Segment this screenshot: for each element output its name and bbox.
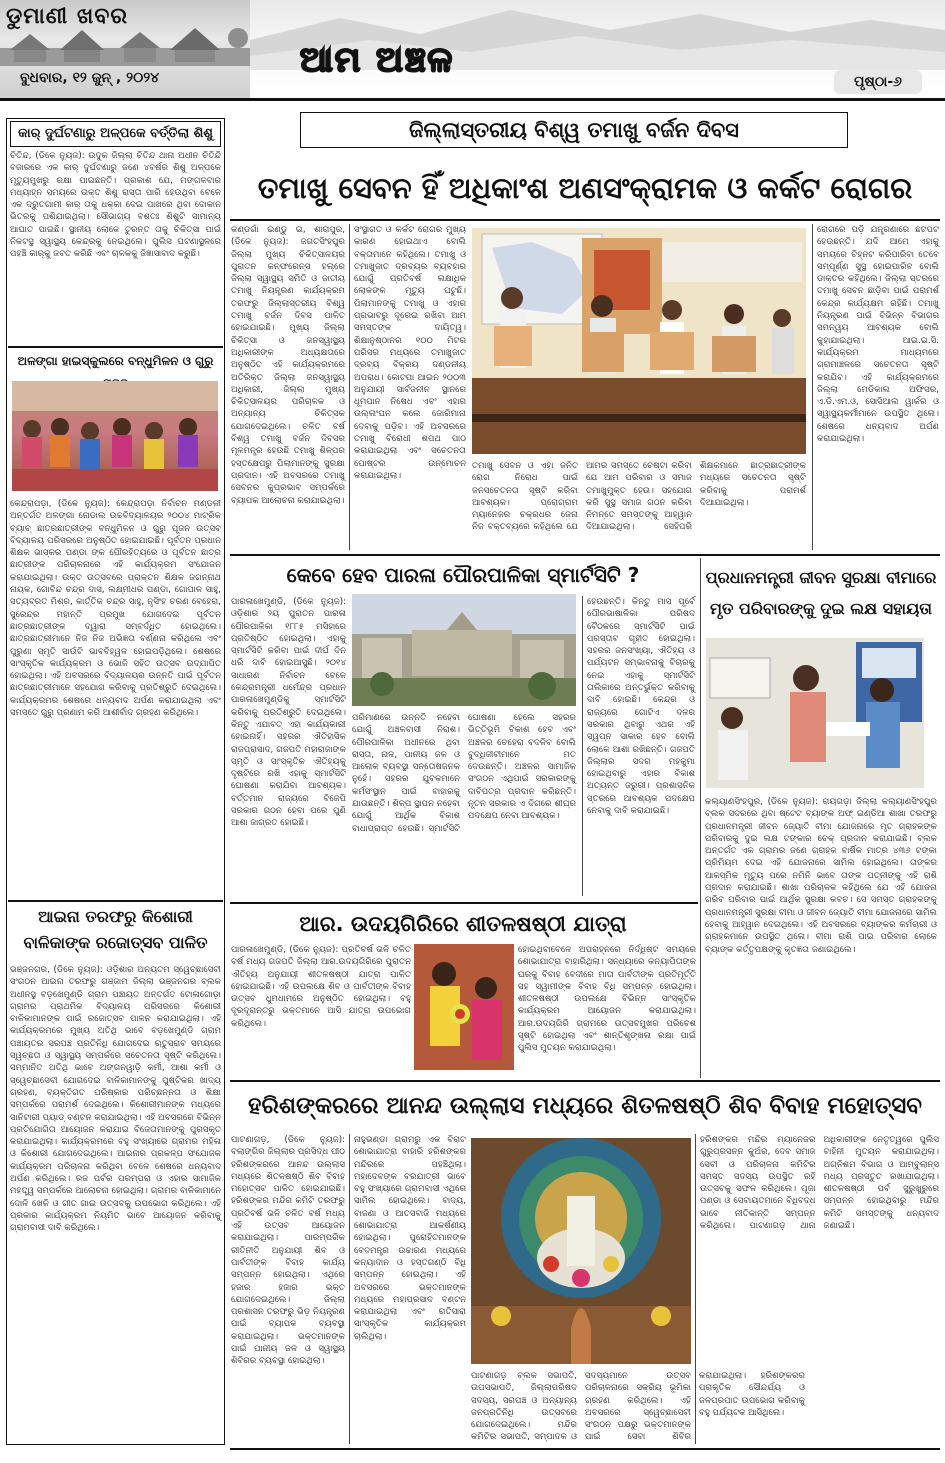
udayagiri-column-2: ହୋଇଥିବାବେଳେ ଅପରାହ୍ନରେ ନିର୍ଦ୍ଧିଷ୍ଟ ସମୟରେ ଶୋଭାଯାତ୍ରା ବାହାରିଥିଲା। ସନ୍ଧ୍ୟାରେ କନ୍ୟାପିତାଙ୍କ ଘରକୁ ବିବାହ ବେଦୀରେ ମାତା ପାର୍ବତୀଙ୍କ ପ୍ରତିମୂର୍ତ୍ତି ସହ ସ୍ୱାମୀଙ୍କ ବିବାହ ବିଧି ସମ୍ପନ୍ନ ହୋଇଥିଲା। ଶୀତଳଷଷ୍ଠୀ ଉପଲକ୍ଷେ ବିଭିନ୍ନ ସାଂସ୍କୃତିକ କାର୍ଯ୍ୟକ୍ରମ ଆୟୋଜନ କରାଯାଇଥିଲା। ଆର.ଉଦୟଗିରି ଗ୍ରାମରେ ଉତ୍ସବମୁଖର ପରିବେଶ ସୃଷ୍ଟି ହୋଇଥିଲା ଏବଂ ଶାନ୍ତିଶୃଙ୍ଖଳା ରକ୍ଷା ପାଇଁ ପୁଲିସ ମୁତୟନ କରାଯାଇଥିଲା। [518,945,696,1054]
page-number: ପୃଷ୍ଠା-୬ [834,70,922,94]
palace-photo [352,594,576,706]
photo-illustration [706,638,924,788]
event-banner [300,112,848,148]
smartcity-column-3: ହେଉଛନ୍ତି। କିନ୍ତୁ ମାସ ପୂର୍ବେ ପୌରଭାଷାଳିକା ପରିଷଦ ବୈଠକରେ ସ୍ମାର୍ଟସିଟି ପାଇଁ ପ୍ରସ୍ତାବ ଗୃହୀତ ହୋଇଥିଲା। ସହରର ଜନସଂଖ୍ୟା, ଐତିହ୍ୟ ଓ ପର୍ଯ୍ୟଟନ ସମ୍ଭାବନାକୁ ବିଚାରକୁ ନେଇ ଏହାକୁ ସ୍ମାର୍ଟସିଟି ତାଲିକାରେ ଅନ୍ତର୍ଭୁକ୍ତ କରିବାକୁ ଦାବି ହୋଇଛି। କେନ୍ଦ୍ର ଓ ରାଜ୍ୟରେ ଗୋଟିଏ ଦଳର ସରକାର ଥିବାରୁ ଏଥର ଏହି ସ୍ୱପ୍ନ ସାକାର ହେବ ବୋଲି ଲୋକେ ଆଶା ରଖିଛନ୍ତି। ଗଜପତି ଜିଲ୍ଲାର ସଦର ମହକୁମା ହୋଇଥିବାରୁ ଏହାର ବିକାଶ ଅତ୍ୟନ୍ତ ଜରୁରୀ। ପ୍ରଶାସନିକ ସ୍ତରରେ ଆବଶ୍ୟକ ପଦକ୍ଷେପ ନେବାକୁ ଦାବି କରାଯାଇଛି। [587,597,695,817]
lead-headline: ତମାଖୁ ସେବନ ହିଁ ଅଧିକାଂଶ ଅଣସଂକ୍ରାମକ ଓ କର୍କଟ ରୋଗର [257,171,913,205]
column-rule [695,1134,696,1444]
smartcity-under-photo: ପରିମାଣରେ ଉନ୍ନତି ନହେବା ଯୋଗୁଁ ଅଞ୍ଚଳବାସୀ ନିରାଶ। ପୌରପାଳିକା ଅଧୀନରେ ଥିବା ରାସ୍ତା, ନାଳ, ପାନୀୟ ଜଳ ଓ ଆଲୋକ ବ୍ୟବସ୍ଥା ସନ୍ତୋଷଜନକ ନୁହେଁ। ସହରର ଯୁବକମାନେ କର୍ମସଂସ୍ଥାନ ପାଇଁ ବାହାରକୁ ଯାଉଛନ୍ତି। ଶିଳ୍ପ ସ୍ଥାପନ ନହେବା ଯୋଗୁଁ ଆର୍ଥିକ ବିକାଶ ବାଧାପ୍ରାପ୍ତ ହେଉଛି। ସ୍ମାର୍ଟସିଟି ଘୋଷଣା ହେଲେ ସହରର ଭିତ୍ତିଭୂମି ବିକାଶ ହେବ ଏବଂ ଅଞ୍ଚଳର ଚେହେରା ବଦଳିବ ବୋଲି ବୁଦ୍ଧିଜୀବୀମାନେ ମତ ଦେଉଛନ୍ତି। ଅଞ୍ଚଳର ସାମାଜିକ ସଂଗଠନ ଏଥିପାଇଁ ସରକାରଙ୍କୁ ଦାବିପତ୍ର ପ୍ରଦାନ କରିଛନ୍ତି। ନୂତନ ସରକାର ଏ ଦିଗରେ ଶୀଘ୍ର ପଦକ୍ଷେପ ନେବା ଆବଶ୍ୟକ। [352,713,576,834]
smartcity-headline: କେବେ ହେବ ପାରଳା ପୌରପାଳିକା ସ୍ମାର୍ଟସିଟି ? [286,563,640,587]
lead-column-2: ସଂସ୍ଥାଗତ ଓ କର୍କଟ ରୋଗର ମୁଖ୍ୟ କାରଣ ହୋଇଥାଏ ବୋଲି ବକ୍ତାମାନେ କହିଥିଲେ। ତମାଖୁ ଓ ତମାଖୁଜାତ ଦ୍ରବ୍ୟର ବ୍ୟବହାର ଯୋଗୁଁ ପ୍ରତିବର୍ଷ ଲକ୍ଷାଧିକ ଲୋକଙ୍କ ମୃତ୍ୟୁ ଘଟୁଛି। ପିଲାମାନଙ୍କୁ ତମାଖୁ ଓ ଏହାର ପ୍ରଭାବରୁ ଦୂରେଇ ରଖିବା ଆମ ସମସ୍ତଙ୍କ ଦାୟିତ୍ୱ। ଶିକ୍ଷାନୁଷ୍ଠାନର ୧୦୦ ମିଟର ପରିସର ମଧ୍ୟରେ ତମାଖୁଜାତ ଦ୍ରବ୍ୟ ବିକ୍ରୟ ଦଣ୍ଡନୀୟ ଅପରାଧ। କୋଟପା ଆଇନ ୨୦୦୩ ଅନୁଯାୟୀ ସାର୍ବଜନୀନ ସ୍ଥାନରେ ଧୂମପାନ ନିଷେଧ ଏବଂ ଏହାର ଉଲ୍ଲଂଘନ କଲେ ଜୋରିମାନା ଦେବାକୁ ପଡ଼ିବ। ଏହି ଅବସରରେ ତମାଖୁ ବିରୋଧୀ ଶପଥ ପାଠ କରାଯାଇଥିଲା ଏବଂ ସଚେତନତା ପୋଷ୍ଟର ଉନ୍ମୋଚନ କରାଯାଇଥିଲା। [354,225,466,481]
lead-column-1: କଣ୍ଡଗାଁ ଇଣ୍ଡୁ ଇ, ଶାରାପୁର, (ଡିକେ ନ୍ୟୁଜ): ଜଗତସିଂହପୁର ଜିଲ୍ଲା ମୁଖ୍ୟ ଚିକିତ୍ସାଳୟର ପୁରାତନ କନ୍‌ଫରେନ୍ସ ହଲ୍‌ରେ ଜିଲ୍ଲା ସ୍ୱାସ୍ଥ୍ୟ ସମିତି ଓ ଜାତୀୟ ତମାଖୁ ନିୟନ୍ତ୍ରଣ କାର୍ଯ୍ୟକ୍ରମ ତରଫରୁ ଜିଲ୍ଲାସ୍ତରୀୟ ବିଶ୍ୱ ତମାଖୁ ବର୍ଜନ ଦିବସ ପାଳିତ ହୋଇଯାଇଛି। ମୁଖ୍ୟ ଜିଲ୍ଲା ଚିକିତ୍ସା ଓ ଜନସ୍ୱାସ୍ଥ୍ୟ ଅଧିକାରୀଙ୍କ ଅଧ୍ୟକ୍ଷତାରେ ଅନୁଷ୍ଠିତ ଏହି କାର୍ଯ୍ୟକ୍ରମରେ ଅତିରିକ୍ତ ଜିଲ୍ଲା ଜନସ୍ୱାସ୍ଥ୍ୟ ଅଧିକାରୀ, ଜିଲ୍ଲା ମୁଖ୍ୟ ଚିକିତ୍ସାଳୟର ପରିଚାଳକ ଓ ଅନ୍ୟାନ୍ୟ ଚିକିତ୍ସକ ଯୋଗଦେଇଥିଲେ। ଚଳିତ ବର୍ଷ ବିଶ୍ୱ ତମାଖୁ ବର୍ଜନ ଦିବସର ମୂଳମନ୍ତ୍ର ହେଉଛି ତମାଖୁ ଶିଳ୍ପର ହସ୍ତକ୍ଷେପରୁ ପିଲାମାନଙ୍କୁ ସୁରକ୍ଷା ପ୍ରଦାନ। ଏହି ଅବସରରେ ତମାଖୁ ସେବନର କୁପ୍ରଭାବ ସମ୍ପର୍କରେ ବ୍ୟାପକ ଆଲୋଚନା କରାଯାଇଥିଲା। [231,225,345,506]
lead-under-photo: ତମାଖୁ ସେବନ ଓ ଏହା ଜନିତ ରୋଗ ନିରୋଧ ପାଇଁ ଜନସଚେତନତା ସୃଷ୍ଟି କରିବା ଆବଶ୍ୟକ। ପ୍ରୋଗ୍ରାମ ମ୍ୟାନେଜର ଚକ୍ରଧର ଜେନା ନିଜ ବକ୍ତବ୍ୟରେ କହିଥିଲେ ଯେ ଆମର ସମସ୍ତେ ଚେଷ୍ଟା କରିବା ଯେ ଆମ ପରିବାର ଓ ସମାଜ ତମାଖୁମୁକ୍ତ ହେଉ। ସହଯୋଗ କରି ସୁସ୍ଥ ସମାଜ ଗଠନ କରିବା ନିମନ୍ତେ ସମସ୍ତଙ୍କୁ ଆହ୍ୱାନ ଦିଆଯାଇଥିଲା। ସେହିପରି ଶିକ୍ଷକମାନେ ଛାତ୍ରଛାତ୍ରୀଙ୍କ ମଧ୍ୟରେ ସଚେତନତା ସୃଷ୍ଟି କରିବାକୁ ପରାମର୍ଶ ଦିଆଯାଇଥିଲା। [472,461,806,533]
photo-illustration [352,594,576,706]
column-rule [812,224,813,550]
column-rule [349,1134,350,1444]
lead-column-4: ରୋଗରେ ପଡ଼ି ଯନ୍ତ୍ରଣାରେ ଛଟପଟ ହେଉଛନ୍ତି। ଯଦି ଆମେ ଏହାକୁ ସମୟରେ ଚିହ୍ନଟ କରିପାରିବା ତେବେ ସମ୍ପୂର୍ଣ୍ଣ ସୁସ୍ଥ ହୋଇପାରିବ ବୋଲି ଡାକ୍ତର କହିଥିଲେ। ଜିଲ୍ଲା ସ୍ତରରେ ତମାଖୁ ସେବନ ଛାଡ଼ିବା ପାଇଁ ପରାମର୍ଶ କେନ୍ଦ୍ର କାର୍ଯ୍ୟକ୍ଷମ ରହିଛି। ତମାଖୁ ନିୟନ୍ତ୍ରଣ ପାଇଁ ବିଭିନ୍ନ ବିଭାଗର ସମନ୍ୱୟ ଆବଶ୍ୟକ ବୋଲି କୁହାଯାଇଥିଲା। ଆଇ.ଇ.ସି. କାର୍ଯ୍ୟକ୍ରମ ମାଧ୍ୟମରେ ଗ୍ରାମାଞ୍ଚଳରେ ସଚେତନତା ସୃଷ୍ଟି କରାଯିବ। ଏହି କାର୍ଯ୍ୟକ୍ରମରେ ଜିଲ୍ଲା ମେଡିକାଲ ଅଫିସର, ଏ.ଡି.ଏମ.ଓ, ସୋସିଆଲ ୱାର୍କର ଓ ସ୍ୱାସ୍ଥ୍ୟକର୍ମୀମାନେ ଉପସ୍ଥିତ ଥିଲେ। ଶେଷରେ ଧନ୍ୟବାଦ ଅର୍ପଣ କରାଯାଇଥିଲା। [817,225,939,445]
divider [230,1080,940,1082]
photo-illustration [471,1138,691,1364]
section-title: ଆମ ଅଞ୍ଚଳ [300,40,455,80]
procession-photo [414,944,514,1070]
story-body: ଭଞ୍ଜନଗର, (ଡିକେ ନ୍ୟୁଜ): ଓଡ଼ିଶାର ଅନ୍ୟତମ ସ୍ୱେଚ୍ଛାସେବୀ ସଂଗଠନ ଆଇନା ତରଫରୁ ଗଞ୍ଜାମ ଜିଲ୍ଲା ଭଞ୍ଜନଗର ବ୍ଲକ ଅଧୀନସ୍ଥ ବଡ଼ଖେମୁଣ୍ଡି ଗ୍ରାମ ପଞ୍ଚାୟତ ଅନ୍ତର୍ଗତ ଟୋଳାଗୋଡ଼ା ଗ୍ରାମର ପ୍ରାଥମିକ ବିଦ୍ୟାଳୟ ପରିସରରେ କିଶୋରୀ ବାଳିକାମାନଙ୍କ ପାଇଁ ରଜୋତ୍ସବ ପାଳନ କରାଯାଇଥିଲା। ଏହି କାର୍ଯ୍ୟକ୍ରମରେ ମୁଖ୍ୟ ଅତିଥି ଭାବେ ବଡ଼ଖେମୁଣ୍ଡି ଗ୍ରାମ ପଞ୍ଚାୟତର ସରପଞ୍ଚ ପ୍ରତିନିଧି ଯୋଗଦେଇ ଋତୁସ୍ରାବ ସମୟରେ ସ୍ୱଚ୍ଛତା ଓ ସ୍ୱାସ୍ଥ୍ୟ ସମ୍ପର୍କରେ ସଚେତନତା ସୃଷ୍ଟି କରିଥିଲେ। ସମ୍ମାନିତ ଅତିଥି ଭାବେ ଅଙ୍ଗନୱାଡ଼ି କର୍ମୀ, ଆଶା କର୍ମୀ ଓ ସ୍ୱେଚ୍ଛାସେବୀ ଯୋଗଦେଇ ବାଳିକାମାନଙ୍କୁ ପୁଷ୍ଟିକର ଖାଦ୍ୟ ଗ୍ରହଣ, ବ୍ୟକ୍ତିଗତ ପରିଷ୍କାର ପରିଚ୍ଛନ୍ନତା ଓ ଶିକ୍ଷା ସମ୍ପର୍କରେ ପରାମର୍ଶ ଦେଇଥିଲେ। କିଶୋରୀମାନଙ୍କ ମଧ୍ୟରେ ସାନିଟାରୀ ପ୍ୟାଡ୍ ବଣ୍ଟନ କରାଯାଇଥିଲା। ଏହି ଅବସରରେ ବିଭିନ୍ନ ପ୍ରତିଯୋଗିତା ଆୟୋଜନ କରାଯାଇ ବିଜେତାମାନଙ୍କୁ ପୁରସ୍କୃତ କରାଯାଇଥିଲା। କାର୍ଯ୍ୟକ୍ରମରେ ବହୁ ସଂଖ୍ୟାରେ ଗ୍ରାମର ମହିଳା ଓ କିଶୋରୀ ଯୋଗଦେଇଥିଲେ। ଆଇନାର ପ୍ରକଳ୍ପ ସଂଯୋଜକ କାର୍ଯ୍ୟକ୍ରମ ପରିଚାଳନା କରିଥିବା ବେଳେ ଶେଷରେ ଧନ୍ୟବାଦ ଅର୍ପଣ କରିଥିଲେ। ରଜ ପର୍ବର ପରମ୍ପରା ଓ ଏହାର ସାମାଜିକ ମହତ୍ତ୍ୱ ସମ୍ପର୍କରେ ଆଲୋଚନା ହୋଇଥିଲା। ଗ୍ରାମର ବାଳିକାମାନେ ଦୋଳି ଖେଳି ଓ ଗୀତ ଗାଇ ଉତ୍ସବକୁ ଉପଭୋଗ କରିଥିଲେ। ଏହି ପ୍ରକାର କାର୍ଯ୍ୟକ୍ରମ ନିୟମିତ ଭାବେ ଆୟୋଜନ କରିବାକୁ ଗ୍ରାମବାସୀ ଦାବି କରିଥିଲେ। [10,965,221,1234]
smartcity-column-1: ପାରଳାଖେମୁଣ୍ଡି, (ଡିକେ ନ୍ୟୁଜ): ଓଡ଼ିଶାର ୨ୟ ପୁରାତନ ପାରଳା ପୌରପାଳିକା ୧୮୮୫ ମସିହାରେ ପ୍ରତିଷ୍ଠିତ ହୋଇଥିଲା। ଏହାକୁ ସ୍ମାର୍ଟସିଟି କରିବା ପାଇଁ ଦୀର୍ଘ ଦିନ ଧରି ଦାବି ହୋଇଆସୁଛି। ୨୦୧୪ ସାଧାରଣ ନିର୍ବାଚନ ବେଳେ କେନ୍ଦ୍ରମନ୍ତ୍ରୀ ଧର୍ମେନ୍ଦ୍ର ପ୍ରଧାନ ପାରଳାଖେମୁଣ୍ଡିକୁ ସ୍ମାର୍ଟସିଟି କରିବାକୁ ପ୍ରତିଶ୍ରୁତି ଦେଇଥିଲେ। କିନ୍ତୁ ଏଯାବତ୍ ଏହା କାର୍ଯ୍ୟକାରୀ ହୋଇନାହିଁ। ସହରର ଐତିହାସିକ ରାଜପ୍ରାସାଦ, ଗଜପତି ମହାରାଜାଙ୍କ ସ୍ମୃତି ଓ ସାଂସ୍କୃତିକ ଐତିହ୍ୟକୁ ଦୃଷ୍ଟିରେ ରଖି ଏହାକୁ ସ୍ମାର୍ଟସିଟି ଘୋଷଣା କରାଯିବା ଆବଶ୍ୟକ। ବର୍ତ୍ତମାନ ରାଜ୍ୟରେ ବିଜେପି ସରକାର ଗଠନ ହେବା ପରେ ପୁଣି ଆଶା ଜାଗ୍ରତ ହୋଇଛି। [231,597,346,829]
harishankar-headline: ହରିଶଙ୍କରରେ ଆନନ୍ଦ ଉଲ୍ଲାସ ମଧ୍ୟରେ ଶିତଳଷଷ୍ଠି ଶିବ ବିବାହ ମହୋତ୍ସବ [248,1093,922,1119]
photo-illustration [414,944,514,1070]
column-rule [582,596,583,896]
harishankar-column-3: ପାଟଣାଗଡ଼ ବ୍ଲକ ସଭାପତି, ଉପସଭାପତି, ଜିଲ୍ଲାପରିଷଦ ସଦସ୍ୟ, ସରପଞ୍ଚ ଓ ଅନ୍ୟାନ୍ୟ ଜନପ୍ରତିନିଧି ଉତ୍ସବରେ ଯୋଗଦେଇଥିଲେ। ମନ୍ଦିର କମିଟିର ସଭାପତି, ସମ୍ପାଦକ ଓ ସଦସ୍ୟମାନେ ଉତ୍ସବ ପରିଚାଳନାରେ ସକ୍ରିୟ ଭୂମିକା ଗ୍ରହଣ କରିଥିଲେ। ଏହି ଅବସରରେ ସ୍ୱେଚ୍ଛାସେବୀ ସଂଗଠନ ପକ୍ଷରୁ ଭକ୍ତମାନଙ୍କ ପାଇଁ ସେବା ଶିବିର କରାଯାଇଥିଲା। ହରିଶଙ୍କରର ପ୍ରାକୃତିକ ସୌନ୍ଦର୍ଯ୍ୟ ଓ ଜଳପ୍ରପାତ ଉପଭୋଗ କରିବାକୁ ବହୁ ପର୍ଯ୍ୟଟକ ଆସିଥିଲେ। [471,1371,805,1443]
banner-title: ଜିଲ୍ଲାସ୍ତରୀୟ ବିଶ୍ୱ ତମାଖୁ ବର୍ଜନ ଦିବସ [409,118,739,142]
masthead-rule [0,98,945,101]
cheque-handover-photo [706,638,924,788]
harishankar-column-2: ନାହୁଭଣ୍ଡା ଗ୍ରାମରୁ ଏକ ବିରାଟ ଶୋଭାଯାତ୍ରା ବାହାରି ହରିଶଙ୍କର ମନ୍ଦିରରେ ପହଞ୍ଚିଥିଲା। ମହାଦେବଙ୍କ ବରଯାତ୍ରୀ ଭାବେ ବହୁ ସଂଖ୍ୟାରେ ଗ୍ରାମବାସୀ ଏଥିରେ ସାମିଲ ହୋଇଥିଲେ। ବାଦ୍ୟ, ବାଜଣା ଓ ଆତସବାଜି ମଧ୍ୟରେ ଶୋଭାଯାତ୍ରା ଆକର୍ଷଣୀୟ ହୋଇଥିଲା। ପୁରୋହିତମାନଙ୍କ ବେଦମନ୍ତ୍ର ଉଚ୍ଚାରଣ ମଧ୍ୟରେ କନ୍ୟାଦାନ ଓ ହସ୍ତଗଣ୍ଠି ବିଧି ସମ୍ପନ୍ନ ହୋଇଥିଲା। ଏହି ଅବସରରେ ଭକ୍ତମାନଙ୍କ ମଧ୍ୟରେ ମହାପ୍ରସାଦ ବଣ୍ଟନ କରାଯାଇଥିଲା ଏବଂ ରାତିସାରା ସାଂସ୍କୃତିକ କାର୍ଯ୍ୟକ୍ରମ ଚାଲିଥିଲା। [354,1135,466,1342]
tobacco-event-photo [472,228,806,454]
divider [230,902,698,904]
photo-illustration [472,228,806,454]
story-headline: ଆଇନା ତରଫରୁ କିଶୋରୀ ବାଳିକାଙ୍କ ରଜୋତ୍ସବ ପାଳିତ [23,907,208,952]
harishankar-column-4: ହରିଶଙ୍କର ମନ୍ଦିର ମ୍ୟାନେଜର ଗୁରୁପ୍ରସନ୍ନ କୁଅଁର, ଦେବ ସମାଜ ସେବୀ ଓ ପରିଚାଳନା କମିଟିର ସମସ୍ତ ସଦସ୍ୟ ଉପସ୍ଥିତ ରହି ଉତ୍ସବକୁ ସଫଳ କରିଥିଲେ। ପୂଜା ପଣ୍ଡା ଓ ସେବାୟତମାନେ ବିଧିବଦ୍ଧ ଭାବେ ନୀତିକାନ୍ତି ସମ୍ପନ୍ନ କରିଥିଲେ। ପାଟଣାଗଡ଼ ଥାନା ଅଧିକାରୀଙ୍କ ନେତୃତ୍ୱରେ ପୁଲିସ ବାହିନୀ ମୁତୟନ କରାଯାଇଥିଲା। ଅଗ୍ନିଶମ ବିଭାଗ ଓ ଆମ୍ବୁଲାନ୍ସ ମଧ୍ୟ ପ୍ରସ୍ତୁତ ରଖାଯାଇଥିଲା। ଶୀତଳଷଷ୍ଠୀ ପର୍ବ ସୁରୁଖୁରୁରେ ସମ୍ପନ୍ନ ହୋଇଥିବାରୁ ମନ୍ଦିର କମିଟି ସମସ୍ତଙ୍କୁ ଧନ୍ୟବାଦ ଜଣାଇଛି। [700,1135,939,1232]
udayagiri-headline: ଆର. ଉଦୟଗିରିରେ ଶୀତଳଷଷ୍ଠୀ ଯାତ୍ରା [299,912,627,936]
harishankar-column-1: ପାଟଣାଗଡ଼, (ଡିକେ ନ୍ୟୁଜ): ବଲାଙ୍ଗିର ଜିଲ୍ଲାର ପ୍ରସିଦ୍ଧ ପୀଠ ହରିଶଙ୍କରରେ ଆନନ୍ଦ ଉଲ୍ଲାସ ମଧ୍ୟରେ ଶିତଳଷଷ୍ଠି ଶିବ ବିବାହ ମହୋତ୍ସବ ପାଳିତ ହୋଇଯାଇଛି। ହରିଶଙ୍କର ମନ୍ଦିର କମିଟି ତରଫରୁ ପ୍ରତିବର୍ଷ ଭଳି ଚଳିତ ବର୍ଷ ମଧ୍ୟ ଏହି ଉତ୍ସବ ଆୟୋଜନ କରାଯାଇଥିଲା। ପାରମ୍ପରିକ ରୀତିନୀତି ଅନୁଯାୟୀ ଶିବ ଓ ପାର୍ବତୀଙ୍କ ବିବାହ କାର୍ଯ୍ୟ ସମ୍ପନ୍ନ ହୋଇଥିଲା। ଏଥିରେ ହଜାର ହଜାର ଭକ୍ତ ଯୋଗଦେଇଥିଲେ। ଜିଲ୍ଲା ପ୍ରଶାସନ ତରଫରୁ ଭିଡ଼ ନିୟନ୍ତ୍ରଣ ପାଇଁ ବ୍ୟାପକ ବ୍ୟବସ୍ଥା କରାଯାଇଥିଲା। ଭକ୍ତମାନଙ୍କ ପାଇଁ ପାନୀୟ ଜଳ ଓ ସ୍ୱାସ୍ଥ୍ୟ ଶିବିରର ବ୍ୟବସ୍ଥା ହୋଇଥିଲା। [231,1135,345,1367]
shiva-idol-photo [471,1138,691,1364]
pmjjby-headline: ପ୍ରଧାନମନ୍ତ୍ରୀ ଜୀବନ ସୁରକ୍ଷା ବୀମାରେ ମୃତ ପରିବାରଙ୍କୁ ଦୁଇ ଲକ୍ଷ ସହାୟତା [705,568,937,618]
divider [8,346,223,348]
issue-date: ବୁଧବାର, ୧୨ ଜୁନ୍ , ୨୦୨୪ [20,70,160,86]
divider [8,900,223,902]
story-body: ଚିତିନ୍ଦ, (ଡିକେ ନ୍ୟୁଜ): ଉଦୁକ ଜିଲ୍ଲା ଚିତିନ୍ଦ ଥାନା ଅଧୀନ ଚିତିନ୍ଦି ବଜାରରେ ଏକ କାର୍ ଦୁର୍ଘଟଣାରୁ ଜଣେ ୪ବର୍ଷର ଶିଶୁ ଅଳ୍ପକେ ମୃତ୍ୟୁମୁଖରୁ ରକ୍ଷା ପାଇଛନ୍ତି। ପ୍ରକାଶ ଯେ, ମଙ୍ଗଳବାର ମଧ୍ୟାହ୍ନ ସମୟରେ ଉକ୍ତ ଶିଶୁ ରାସ୍ତା ପାରି ହେଉଥିବା ବେଳେ ଏକ ଦ୍ରୁତଗାମୀ କାର୍ ତାକୁ ଧକ୍କା ଦେଇ ପାଖରେ ଥିବା ଦୋକାନ ଭିତରକୁ ପଶିଯାଇଥିଲା। ସୌଭାଗ୍ୟ ବଶତଃ ଶିଶୁଟି ସାମାନ୍ୟ ଆଘାତ ପାଇଛି। ସ୍ଥାନୀୟ ଲୋକେ ତୁରନ୍ତ ତାକୁ ଚିକିତ୍ସା ପାଇଁ ନିକଟସ୍ଥ ସ୍ୱାସ୍ଥ୍ୟ କେନ୍ଦ୍ରକୁ ନେଇଥିଲେ। ପୁଲିସ ଘଟଣାସ୍ଥଳରେ ପହଞ୍ଚି କାର୍‌କୁ ଜବତ କରିଛି ଏବଂ ଚାଳକକୁ ଜିଜ୍ଞାସାବାଦ କରୁଛି। [10,151,221,260]
udayagiri-column-1: ପାରଳାଖେମୁଣ୍ଡି, (ଡିକେ ନ୍ୟୁଜ): ପ୍ରତିବର୍ଷ ଭଳି ଚଳିତ ବର୍ଷ ମଧ୍ୟ ଗଜପତି ଜିଲ୍ଲା ଆର.ଉଦୟଗିରିରେ ପୁରାତନ ଐତିହ୍ୟ ଅନୁଯାୟୀ ଶୀତଳଷଷ୍ଠୀ ଯାତ୍ରା ପାଳିତ ହୋଇଯାଇଛି। ଏହି ଉପଲକ୍ଷେ ଶିବ ଓ ପାର୍ବତୀଙ୍କ ବିବାହ ଉତ୍ସବ ଧୁମଧାମରେ ଅନୁଷ୍ଠିତ ହୋଇଥିଲା। ବହୁ ଦୂରଦୂରାନ୍ତରୁ ଭକ୍ତମାନେ ଆସି ଯାତ୍ରା ଉପଭୋଗ କରିଥିଲେ। [231,945,411,1029]
story-headline: କାର୍ ଦୁର୍ଘଟଣାରୁ ଅଳ୍ପକେ ବର୍ତ୍ତିଲା ଶିଶୁ [10,121,221,147]
divider [230,554,940,556]
divider [230,219,940,221]
newspaper-name: ଡୁମାଣୀ ଖବର [6,4,128,29]
reunion-photo [12,381,218,491]
story-headline: ଅଳଙ୍ଗା ହାଇସ୍କୁଲରେ ବନ୍ଧୁମିଳନ ଓ ଗୁରୁ [17,354,214,368]
pmjjby-body: କଲ୍ୟାଣସିଂହପୁର, (ଡିକେ ନ୍ୟୁଜ): ରାୟଗଡ଼ା ଜିଲ୍ଲା କଲ୍ୟାଣସିଂହପୁର ବ୍ଲକ ସଦରରେ ଥିବା ଷ୍ଟେଟ ବ୍ୟାଙ୍କ ଅଫ୍ ଇଣ୍ଡିଆ ଶାଖା ତରଫରୁ ପ୍ରଧାନମନ୍ତ୍ରୀ ଜୀବନ ଜ୍ୟୋତି ବୀମା ଯୋଜନାରେ ମୃତ ଗ୍ରାହକଙ୍କ ପରିବାରକୁ ଦୁଇ ଲକ୍ଷ ଟଙ୍କାର ଚେକ୍ ପ୍ରଦାନ କରାଯାଇଛି। ବ୍ଲକ ଅନ୍ତର୍ଗତ ଏକ ଗ୍ରାମର ଜଣେ ଗ୍ରାହକ ବାର୍ଷିକ ମାତ୍ର ୪୩୬ ଟଙ୍କା ପ୍ରିମିୟମ ଦେଇ ଏହି ଯୋଜନାରେ ସାମିଲ ହୋଇଥିଲେ। ତାଙ୍କର ଆକସ୍ମିକ ମୃତ୍ୟୁ ପରେ ନମିନି ଭାବେ ତାଙ୍କ ପତ୍ନୀଙ୍କୁ ଏହି ରାଶି ପ୍ରଦାନ କରାଯାଇଛି। ଶାଖା ପରିଚାଳକ କହିଥିଲେ ଯେ ଏହି ଯୋଜନା ଗରିବ ପରିବାର ପାଇଁ ଆର୍ଥିକ ସୁରକ୍ଷା କବଚ। ସେ ସମସ୍ତ ଗ୍ରାହକଙ୍କୁ ପ୍ରଧାନମନ୍ତ୍ରୀ ସୁରକ୍ଷା ବୀମା ଓ ଜୀବନ ଜ୍ୟୋତି ବୀମା ଯୋଜନାରେ ସାମିଲ ହେବାକୁ ଆହ୍ୱାନ ଦେଇଥିଲେ। ଏହି ଅବସରରେ ବ୍ୟାଙ୍କର କର୍ମଚାରୀ ଓ ଗ୍ରାହକମାନେ ଉପସ୍ଥିତ ଥିଲେ। ବୀମା ରାଶି ପାଇ ପରିବାର ଲୋକେ ବ୍ୟାଙ୍କ କର୍ତ୍ତୃପକ୍ଷଙ୍କୁ କୃତଜ୍ଞତା ଜଣାଇଥିଲେ। [705,797,937,955]
column-rule [700,558,701,1078]
village-illustration [0,24,250,66]
column-rule [349,224,350,550]
page-bottom-rule [230,1448,940,1450]
story-body: କେନ୍ଦ୍ରାପଡ଼ା, (ଡିକେ ନ୍ୟୁଜ): କେନ୍ଦ୍ରାପଡ଼ା ନିର୍ବାଚନ ମଣ୍ଡଳୀ ଅନ୍ତର୍ଗତ ଅଳଙ୍ଗା ନୋଡାଲ ଉଚ୍ଚବିଦ୍ୟାଳୟର ୨୦୦୪ ମାଟ୍ରିକ ବ୍ୟାଚ୍ ଛାତ୍ରଛାତ୍ରୀଙ୍କ ବନ୍ଧୁମିଳନ ଓ ଗୁରୁ ପୂଜନ ଉତ୍ସବ ବିଦ୍ୟାଳୟ ପରିସରରେ ଅନୁଷ୍ଠିତ ହୋଇଯାଇଛି। ପୂର୍ବତନ ପ୍ରଧାନ ଶିକ୍ଷକ ଭାସ୍କର ପଣ୍ଡା ଙ୍କ ପୌରହିତ୍ୟରେ ଓ ପୂର୍ବତନ ଛାତ୍ର ଛାତ୍ରୀଙ୍କ ପରିଚାଳନାରେ ଏହି କାର୍ଯ୍ୟକ୍ରମ ସଂଯୋଜନ କରାଯାଇଥିଲା। ଉକ୍ତ ଉତ୍ସବରେ ପ୍ରାକ୍ତନ ଶିକ୍ଷକ ଜଗନ୍ନାଥ ନାୟକ, ଗୋବିନ୍ଦ ଚନ୍ଦ୍ର ଦାସ, ଲକ୍ଷ୍ମୀଧର ପଣ୍ଡା, ଗୋପାଳ ସାହୁ, ସତ୍ୟବ୍ରତ ମିଶ୍ର, କାର୍ତ୍ତିକ ଚନ୍ଦ୍ର ସାହୁ, ନୃସିଂହ ଚରଣ ବେହେରା, ସୁରେନ୍ଦ୍ର ମହାନ୍ତି ପ୍ରମୁଖ ଯୋଗଦେଇ ପୂର୍ବତନ ଛାତ୍ରଛାତ୍ରୀଙ୍କ ଦ୍ୱାରା ସମ୍ବର୍ଦ୍ଧିତ ହୋଇଥିଲେ। ଛାତ୍ରଛାତ୍ରୀମାନେ ନିଜ ନିଜ ଅଭିଜ୍ଞତା ବର୍ଣ୍ଣନା କରିଥିଲେ ଏବଂ ପୁରୁଣା ସ୍ମୃତି ସାଉଁଟି ଭାବବିହ୍ୱଳ ହୋଇପଡ଼ିଥିଲେ। ଶେଷରେ ସାଂସ୍କୃତିକ କାର୍ଯ୍ୟକ୍ରମ ଓ ଭୋଜି ସହିତ ଉତ୍ସବ ଉଦ୍‌ଯାପିତ ହୋଇଥିଲା। ଏହି ଅବସରରେ ବିଦ୍ୟାଳୟର ଉନ୍ନତି ପାଇଁ ପୂର୍ବତନ ଛାତ୍ରଛାତ୍ରୀମାନେ ସହଯୋଗ କରିବାକୁ ପ୍ରତିଶ୍ରୁତି ଦେଇଥିଲେ। କାର୍ଯ୍ୟକ୍ରମର ଶେଷରେ ଧନ୍ୟବାଦ ଅର୍ପଣ କରାଯାଇଥିଲା ଏବଂ ସମସ୍ତେ ଗୁରୁ ପ୍ରଣାମ କରି ଆଶୀର୍ବାଦ ଗ୍ରହଣ କରିଥିଲେ। [10,499,221,719]
masthead [0,0,945,98]
photo-illustration [12,381,218,491]
